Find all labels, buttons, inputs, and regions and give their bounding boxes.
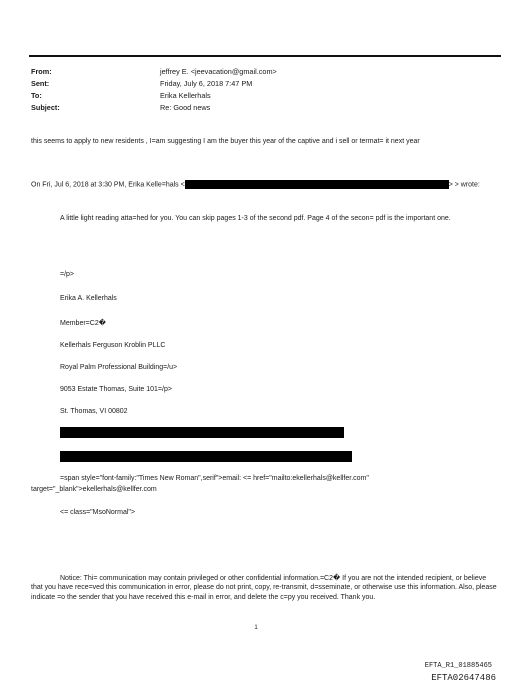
quote-suffix: > > wrote: (448, 181, 480, 189)
redaction-bar-1 (60, 427, 344, 438)
sent-label: Sent: (31, 79, 50, 88)
footer-id-1: EFTA_R1_01885465 (424, 662, 492, 670)
page-number: 1 (254, 625, 258, 631)
subject-value: Re: Good news (160, 103, 211, 112)
to-label: To: (31, 91, 42, 100)
confidentiality-notice: Notice: Thi= communication may contain privileged or other confidential information.=C2� If you are not the intended recipient, or believe that you have rece=ved this communication in error, please do not print, copy, re-transmit, d=sseminate, or otherwise use this information. Also, please indicate =o the sender that you have received this e-mail in error, and delete the c=py you received. Thank you. (31, 575, 497, 601)
signature-firm: Kellerhals Ferguson Kroblin PLLC (60, 342, 166, 349)
p-tag-line: =/p> (60, 271, 75, 278)
signature-name: Erika A. Kellerhals (60, 295, 117, 302)
redaction-bar-2 (60, 451, 352, 462)
quote-prefix: On Fri, Jul 6, 2018 at 3:30 PM, Erika Kelle=hals < (31, 181, 185, 189)
quote-header (31, 180, 501, 190)
class-line: <= class="MsoNormal"> (60, 509, 135, 516)
signature-member: Member=C2� (60, 320, 106, 327)
footer-id-2: EFTA02647486 (431, 673, 496, 683)
reply-paragraph: this seems to apply to new residents , I=am suggesting I am the buyer this year of the captive and i sell or termat= it next year (31, 138, 420, 145)
signature-building: Royal Palm Professional Building=/u> (60, 364, 178, 371)
sent-value: Friday, July 6, 2018 7:47 PM (160, 79, 253, 88)
email-link-line: target="_blank">ekellerhals@kellfer.com (31, 486, 157, 493)
quoted-paragraph: A little light reading atta=hed for you. You can skip pages 1-3 of the second pdf. Page 4 of the secon= pdf is the important one. (60, 215, 451, 222)
signature-address-line1: 9053 Estate Thomas, Suite 101=/p> (60, 386, 172, 393)
signature-address-line2: St. Thomas, VI 00802 (60, 408, 128, 415)
from-value: jeffrey E. <jeevacation@gmail.com> (160, 67, 277, 76)
to-value: Erika Kellerhals (160, 91, 211, 100)
span-style-line: =span style="font-family:"Times New Roman",serif">email: <= href="mailto:ekellerhals@kellfer.com" (60, 475, 369, 482)
header-divider (29, 55, 501, 57)
redacted-email (185, 180, 449, 189)
from-label: From: (31, 67, 52, 76)
subject-label: Subject: (31, 103, 60, 112)
